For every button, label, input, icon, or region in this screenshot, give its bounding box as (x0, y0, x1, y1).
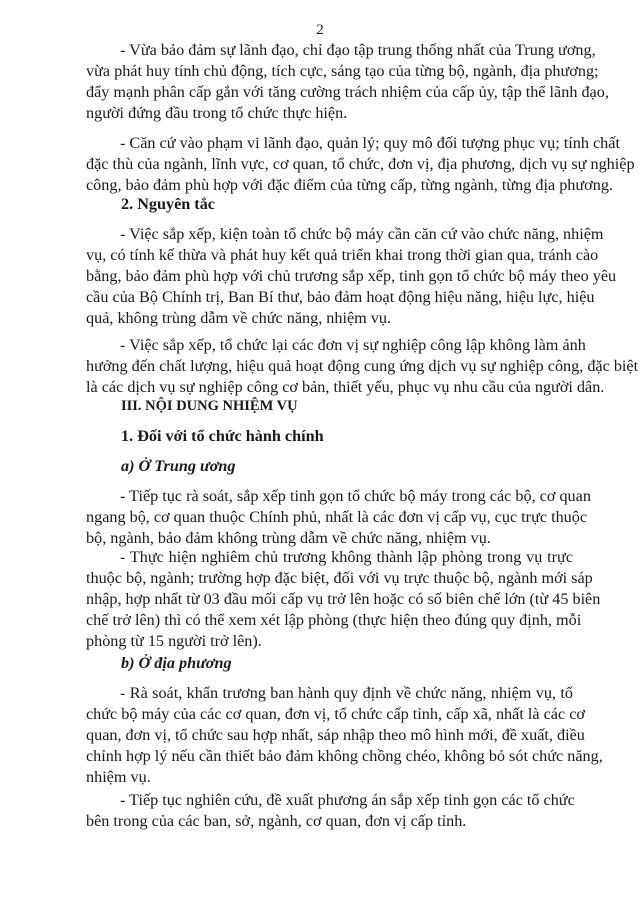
text-line: thuộc bộ, ngành; trường hợp đặc biệt, đối với vụ trực thuộc bộ, ngành mới sáp (86, 569, 593, 587)
heading-local: b) Ở địa phương (121, 654, 232, 672)
text-line: phòng từ 15 người trở lên). (86, 632, 262, 650)
text-line: bằng, bảo đảm phù hợp với chủ trương sắp xếp, tinh gọn tổ chức bộ máy theo yêu (86, 267, 617, 285)
text-line: đặc thù của ngành, lĩnh vực, cơ quan, tổ chức, đơn vị, địa phương, dịch vụ sự nghiệp (86, 155, 635, 173)
paragraph (86, 547, 601, 652)
text-line: quả, không trùng dẫm về chức năng, nhiệm vụ. (86, 309, 392, 327)
heading-central: a) Ở Trung ương (121, 457, 236, 475)
page-number: 2 (316, 22, 324, 38)
text-line: hưởng đến chất lượng, hiệu quả hoạt động cung ứng dịch vụ sự nghiệp công, đặc biệt (86, 357, 639, 375)
text-line: chế trở lên) thì có thể xem xét lập phòng (thực hiện theo đúng quy định, mỗi (86, 611, 582, 629)
text-line: - Căn cứ vào phạm vi lãnh đạo, quản lý; quy mô đối tượng phục vụ; tính chất (120, 134, 620, 152)
text-line: - Tiếp tục nghiên cứu, đề xuất phương án sắp xếp tinh gọn các tổ chức (120, 791, 575, 809)
text-line: - Rà soát, khẩn trương ban hành quy định về chức năng, nhiệm vụ, tổ (120, 684, 573, 702)
text-line: - Việc sắp xếp, tổ chức lại các đơn vị sự nghiệp công lập không làm ảnh (120, 336, 586, 354)
paragraph (86, 224, 617, 329)
text-line: quan, đơn vị, tổ chức sau hợp nhất, sáp nhập theo mô hình mới, đề xuất, điều (86, 726, 585, 744)
text-line: bên trong của các ban, sở, ngành, cơ quan, đơn vị cấp tỉnh. (86, 812, 467, 830)
text-line: - Vừa bảo đảm sự lãnh đạo, chỉ đạo tập trung thống nhất của Trung ương, (120, 41, 596, 59)
heading-section-3: III. NỘI DUNG NHIỆM VỤ (121, 398, 298, 414)
text-line: chức bộ máy của các cơ quan, đơn vị, tổ chức cấp tỉnh, cấp xã, nhất là các cơ (86, 705, 585, 723)
paragraph (86, 790, 573, 832)
text-line: vụ, có tính kế thừa và phát huy kết quả triển khai trong thời gian qua, tránh cào (86, 246, 599, 264)
text-line: đẩy mạnh phân cấp gắn với tăng cường trách nhiệm của cấp ủy, tập thể lãnh đạo, (86, 83, 609, 101)
text-line: là các dịch vụ sự nghiệp công cơ bản, thiết yếu, phục vụ nhu cầu của người dân. (86, 378, 605, 396)
text-line: vừa phát huy tính chủ động, tích cực, sáng tạo của từng bộ, ngành, địa phương; (86, 62, 599, 80)
paragraph (86, 335, 639, 398)
text-line: - Thực hiện nghiêm chủ trương không thành lập phòng trong vụ trực (120, 548, 573, 566)
text-line: chỉnh hợp lý nếu cần thiết bảo đảm không chồng chéo, không bỏ sót chức năng, (86, 747, 603, 765)
paragraph (86, 486, 591, 549)
text-line: - Việc sắp xếp, kiện toàn tổ chức bộ máy cần căn cứ vào chức năng, nhiệm (120, 225, 604, 243)
text-line: nhiệm vụ. (86, 768, 151, 786)
paragraph (86, 683, 603, 788)
text-line: nhập, hợp nhất từ 03 đầu mối cấp vụ trở lên hoặc có số biên chế lớn (từ 45 biên (86, 590, 601, 608)
heading-admin: 1. Đối với tổ chức hành chính (121, 427, 324, 445)
paragraph (86, 40, 609, 124)
text-line: ngang bộ, cơ quan thuộc Chính phủ, nhất là các đơn vị cấp vụ, cục trực thuộc (86, 508, 588, 526)
text-line: bộ, ngành, bảo đảm không trùng dẫm về chức năng, nhiệm vụ. (86, 529, 491, 547)
heading-principles: 2. Nguyên tắc (121, 195, 215, 213)
text-line: cầu của Bộ Chính trị, Ban Bí thư, bảo đảm hoạt động hiệu năng, hiệu lực, hiệu (86, 288, 595, 306)
text-line: công, bảo đảm phù hợp với đặc điểm của từng cấp, từng ngành, từng địa phương. (86, 176, 613, 194)
paragraph (86, 133, 635, 196)
text-line: người đứng đầu trong tổ chức thực hiện. (86, 104, 348, 122)
text-line: - Tiếp tục rà soát, sắp xếp tinh gọn tổ chức bộ máy trong các bộ, cơ quan (120, 487, 591, 505)
